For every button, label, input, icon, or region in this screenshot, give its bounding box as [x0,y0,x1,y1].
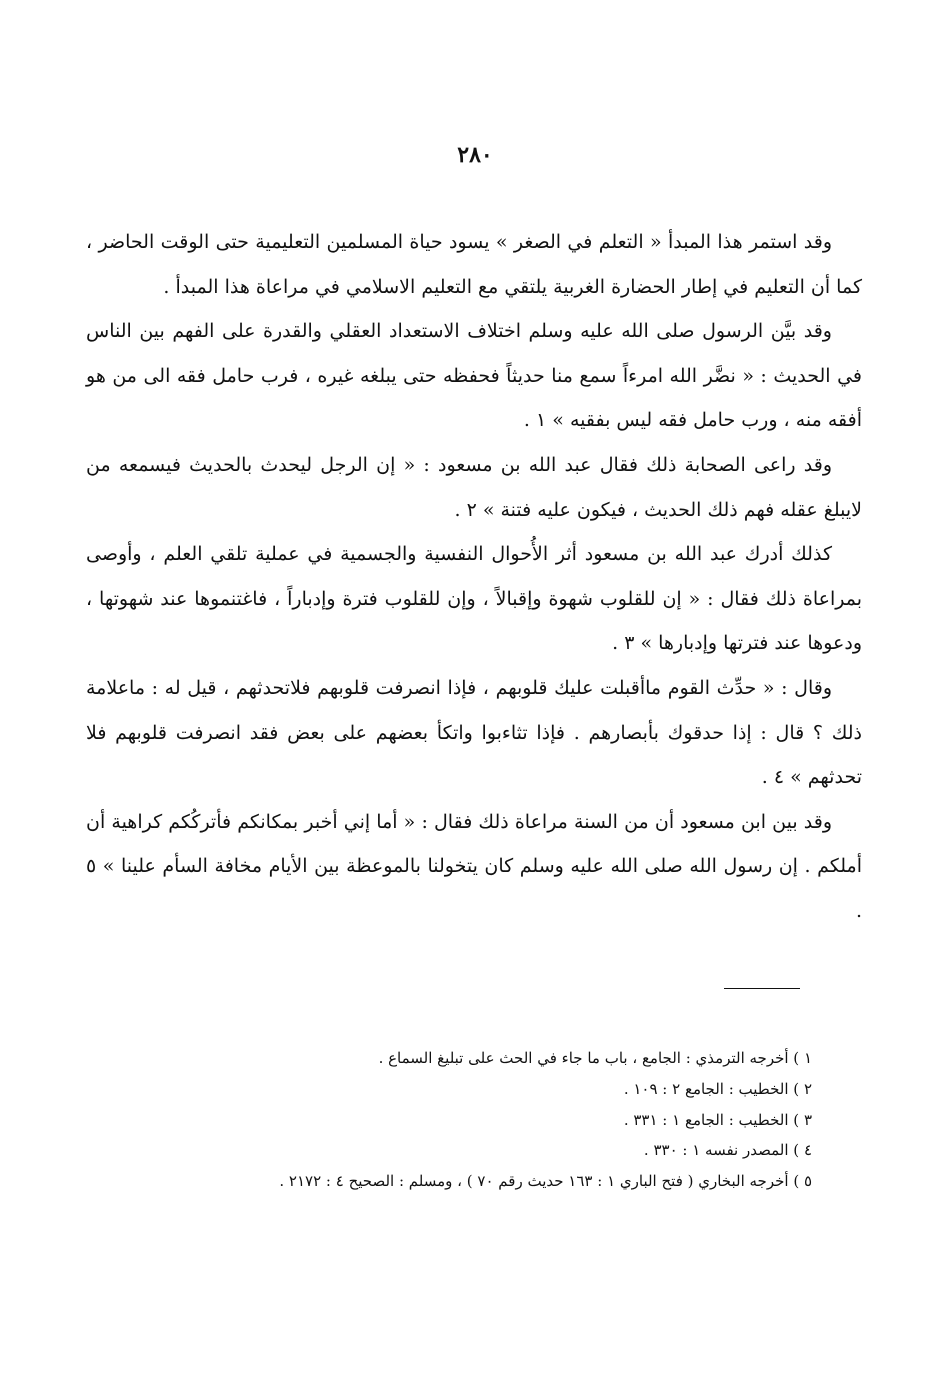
footnote-5: ٥ ) أخرجه البخاري ( فتح الباري ١ : ١٦٣ حديث رقم ٧٠ ) ، ومسلم : الصحيح ٤ : ٢١٧٢ . [279,1172,812,1191]
paragraph-5: وقال : « حدِّث القوم ماأقبلت عليك قلوبهم ، فإذا انصرفت قلوبهم فلاتحدثهم ، قيل له : ماعلامة ذلك ؟ قال : إذا حدقوك بأبصارهم . فإذا تثاءبوا واتكأ بعضهم على بعض فقد انصرفت قلوبهم فلا تحدثهم » ٤ . [86,676,862,789]
paragraph-3: وقد راعى الصحابة ذلك فقال عبد الله بن مسعود : « إن الرجل ليحدث بالحديث فيسمعه من لايبلغ عقله فهم ذلك الحديث ، فيكون عليه فتنة » ٢ . [86,453,862,521]
footnotes [100,1043,812,1197]
footnote-separator [724,988,800,989]
footnote-1: ١ ) أخرجه الترمذي : الجامع ، باب ما جاء في الحث على تبليغ السماع . [378,1049,812,1067]
footnote-3: ٣ ) الخطيب : الجامع ١ : ٣٣١ . [623,1110,812,1129]
paragraph-6: وقد بين ابن مسعود أن من السنة مراعاة ذلك فقال : « أما إني أخبر بمكانكم فأتركُكم كراهية أن أملكم . إن رسول الله صلى الله عليه وسلم كان يتخولنا بالموعظة بين الأيام مخافة السأم علينا » ٥ . [86,810,862,922]
paragraph-2: وقد بيَّن الرسول صلى الله عليه وسلم اختلاف الاستعداد العقلي والقدرة على الفهم بين الناس في الحديث : « نضَّر الله امرءاً سمع منا حديثاً فحفظه حتى يبلغه غيره ، فرب حامل فقه الى من هو أفقه منه ، ورب حامل فقه ليس بفقيه » ١ . [86,320,862,432]
paragraph-1: وقد استمر هذا المبدأ « التعلم في الصغر » يسود حياة المسلمين التعليمية حتى الوقت الحاضر ، كما أن التعليم في إطار الحضارة الغربية يلتقي مع التعليم الاسلامي في مراعاة هذا المبدأ . [86,231,862,298]
footnote-4: ٤ ) المصدر نفسه ١ : ٣٣٠ . [643,1141,812,1160]
main-text [86,220,862,934]
paragraph-4: كذلك أدرك عبد الله بن مسعود أثر الأُحوال النفسية والجسمية في عملية تلقي العلم ، وأوصى بمراعاة ذلك فقال : « إن للقلوب شهوة وإقبالاً ، وإن للقلوب فترة وإدباراً ، فاغتنموها عند شهوتها ، ودعوها عند فترتها وإدبارها » ٣ . [86,543,862,655]
page-number: ٢٨٠ [457,142,493,168]
footnote-2: ٢ ) الخطيب : الجامع ٢ : ١٠٩ . [623,1079,812,1098]
